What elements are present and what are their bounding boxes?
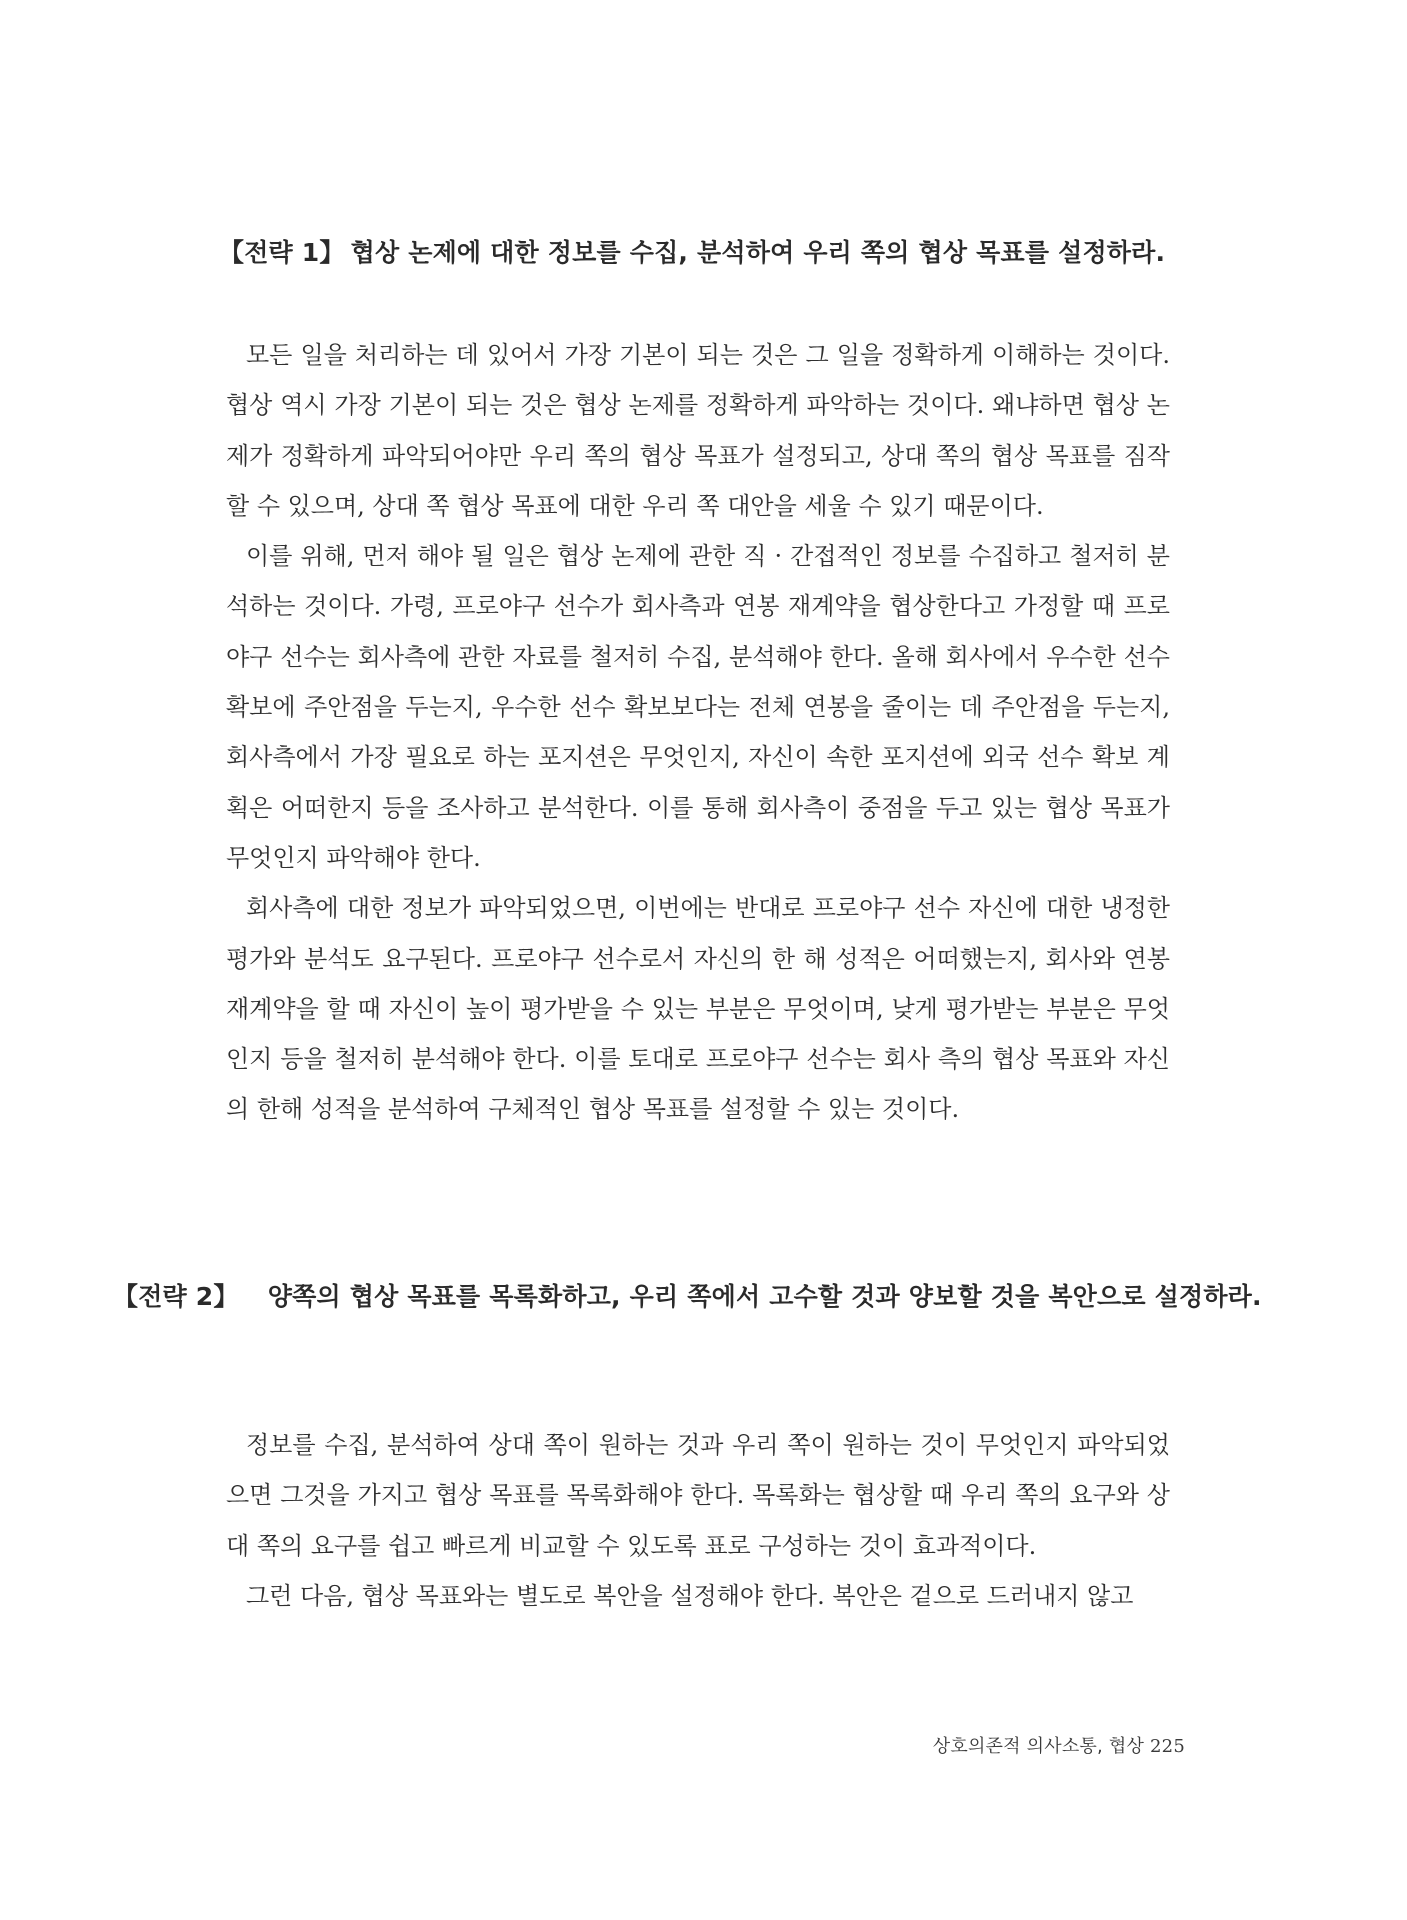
section-2-paragraph: 그런 다음, 협상 목표와는 별도로 복안을 설정해야 한다. 복안은 겉으로 드러내지 않고 bbox=[246, 1581, 1134, 1610]
page-number: 225 bbox=[1150, 1736, 1185, 1757]
running-title: 상호의존적 의사소통, 협상 bbox=[932, 1736, 1145, 1757]
section-1-title: 협상 논제에 대한 정보를 수집, 분석하여 우리 쪽의 협상 목표를 설정하라. bbox=[350, 238, 1166, 267]
section-1-paragraph: 회사측에 대한 정보가 파악되었으면, 이번에는 반대로 프로야구 선수 자신에 대한 냉정한 평가와 분석도 요구된다. 프로야구 선수로서 자신의 한 해 성적은 어떠했는지, 회사와 연봉 재계약을 할 때 자신이 높이 평가받을 수 있는 부분은 무엇이며, 낮게 평가받는 부분은 무엇인지 등을 철저히 분석해야 한다. 이를 토대로 프로야구 선수는 회사 측의 협상 목표와 자신의 한해 성적을 분석하여 구체적인 협상 목표를 설정할 수 있는 것이다. bbox=[226, 894, 1170, 1124]
section-1-body bbox=[226, 330, 1170, 1135]
page-footer bbox=[933, 1732, 1185, 1758]
section-1-heading bbox=[219, 228, 1179, 278]
section-1-tag: 【전략 1】 bbox=[219, 238, 345, 267]
section-2-tag: 【전략 2】 bbox=[113, 1282, 239, 1311]
section-1-paragraph: 모든 일을 처리하는 데 있어서 가장 기본이 되는 것은 그 일을 정확하게 이해하는 것이다. 협상 역시 가장 기본이 되는 것은 협상 논제를 정확하게 파악하는 것이다. 왜냐하면 협상 논제가 정확하게 파악되어야만 우리 쪽의 협상 목표가 설정되고, 상대 쪽의 협상 목표를 짐작할 수 있으며, 상대 쪽 협상 목표에 대한 우리 쪽 대안을 세울 수 있기 때문이다. bbox=[226, 341, 1170, 520]
section-2-paragraph: 정보를 수집, 분석하여 상대 쪽이 원하는 것과 우리 쪽이 원하는 것이 무엇인지 파악되었으면 그것을 가지고 협상 목표를 목록화해야 한다. 목록화는 협상할 때 우리 쪽의 요구와 상대 쪽의 요구를 쉽고 빠르게 비교할 수 있도록 표로 구성하는 것이 효과적이다. bbox=[226, 1431, 1170, 1560]
section-2-heading bbox=[113, 1272, 1285, 1322]
section-2-body bbox=[226, 1420, 1170, 1621]
section-2-title: 양쪽의 협상 목표를 목록화하고, 우리 쪽에서 고수할 것과 양보할 것을 복안으로 설정하라. bbox=[267, 1282, 1262, 1311]
section-1-paragraph: 이를 위해, 먼저 해야 될 일은 협상 논제에 관한 직 · 간접적인 정보를 수집하고 철저히 분석하는 것이다. 가령, 프로야구 선수가 회사측과 연봉 재계약을 협상한다고 가정할 때 프로야구 선수는 회사측에 관한 자료를 철저히 수집, 분석해야 한다. 올해 회사에서 우수한 선수 확보에 주안점을 두는지, 우수한 선수 확보보다는 전체 연봉을 줄이는 데 주안점을 두는지, 회사측에서 가장 필요로 하는 포지션은 무엇인지, 자신이 속한 포지션에 외국 선수 확보 계획은 어떠한지 등을 조사하고 분석한다. 이를 통해 회사측이 중점을 두고 있는 협상 목표가 무엇인지 파악해야 한다. bbox=[226, 542, 1170, 872]
